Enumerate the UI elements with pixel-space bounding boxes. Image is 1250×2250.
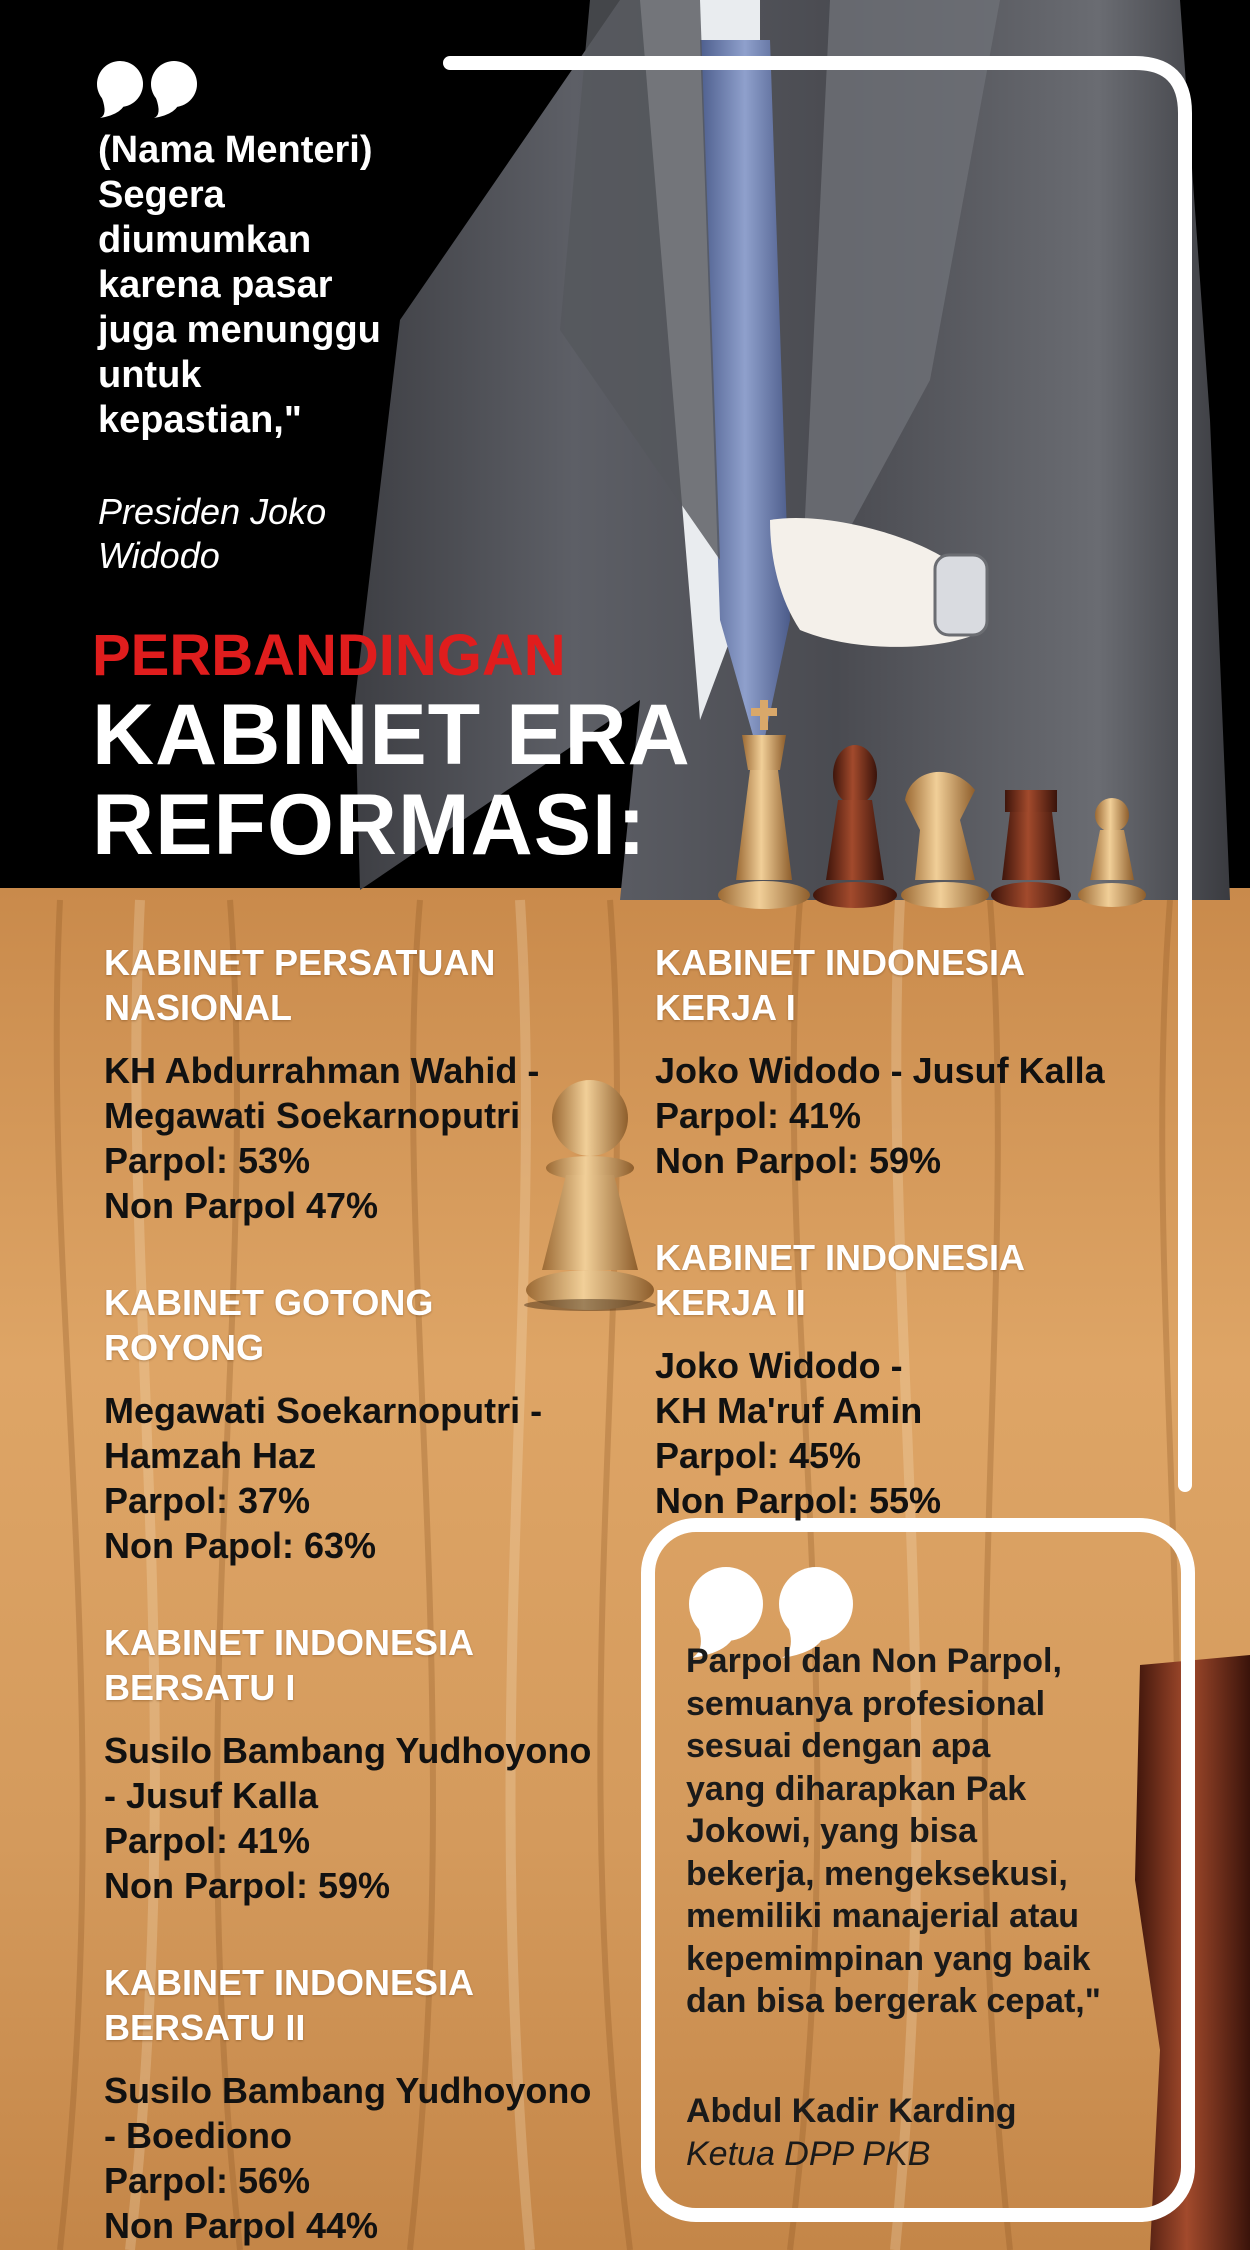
quote-line: diumumkan [98, 219, 312, 261]
quote-line: kepastian," [98, 399, 302, 441]
heading-line: KABINET ERA [92, 687, 691, 783]
quote-line: karena pasar [98, 264, 333, 306]
cabinet-item [104, 1960, 634, 2248]
bottom-quote-author: Abdul Kadir Karding [686, 2092, 1017, 2130]
cabinet-detail-line: Parpol: 41% [655, 1095, 862, 1136]
quote-line: (Nama Menteri) [98, 129, 373, 171]
quote-line: semuanya profesional [686, 1684, 1046, 1723]
top-quote-text [98, 128, 398, 443]
cabinet-name-line: KABINET PERSATUAN [104, 942, 496, 983]
cabinet-name-line: BERSATU II [104, 2007, 306, 2048]
quote-line: dan bisa bergerak cepat," [686, 1982, 1101, 2020]
cabinet-detail-line: Megawati Soekarnoputri [104, 1095, 521, 1136]
quote-line: memiliki manajerial atau [686, 1897, 1080, 1935]
quote-line: Jokowi, yang bisa [686, 1812, 977, 1850]
cabinet-list-right [655, 940, 1185, 1575]
quote-line: yang diharapkan Pak [686, 1769, 1027, 1808]
cabinet-name [104, 1960, 634, 2050]
heading-main [92, 687, 691, 873]
cabinet-details [655, 1048, 1185, 1183]
cabinet-details [104, 1728, 634, 1908]
author-line: Presiden Joko [98, 491, 327, 532]
cabinet-list-left [104, 940, 634, 2250]
cabinet-detail-line: Parpol: 45% [655, 1435, 862, 1476]
cabinet-name [104, 940, 634, 1030]
top-quote-author [98, 490, 398, 578]
cabinet-item [104, 940, 634, 1228]
cabinet-detail-line: Joko Widodo - [655, 1345, 903, 1386]
cabinet-detail-line: Susilo Bambang Yudhoyono [104, 1730, 592, 1771]
quote-line: Parpol dan Non Parpol, [686, 1642, 1062, 1680]
cabinet-details [655, 1343, 1185, 1523]
quote-line: kepemimpinan yang baik [686, 1939, 1091, 1978]
cabinet-detail-line: Non Parpol 44% [104, 2205, 379, 2246]
cabinet-item [104, 1280, 634, 1568]
cabinet-name [655, 1235, 1185, 1325]
cabinet-name-line: KABINET INDONESIA [655, 942, 1026, 983]
quote-line: bekerja, mengeksekusi, [686, 1854, 1068, 1893]
cabinet-item [104, 1620, 634, 1908]
cabinet-name [655, 940, 1185, 1030]
cabinet-detail-line: Megawati Soekarnoputri - [104, 1390, 543, 1431]
cabinet-name-line: KABINET INDONESIA [104, 1962, 475, 2003]
cabinet-name-line: ROYONG [104, 1327, 265, 1368]
cabinet-detail-line: Non Parpol: 55% [655, 1480, 942, 1521]
bottom-quote-text [686, 1640, 1146, 2023]
bottom-quote-author-role: Ketua DPP PKB [686, 2135, 931, 2173]
cabinet-detail-line: KH Abdurrahman Wahid - [104, 1050, 540, 1091]
cabinet-detail-line: Susilo Bambang Yudhoyono [104, 2070, 592, 2111]
heading-red: PERBANDINGAN [92, 623, 566, 688]
cabinet-item [655, 940, 1185, 1183]
cabinet-details [104, 1388, 634, 1568]
quote-line: sesuai dengan apa [686, 1727, 991, 1765]
cabinet-detail-line: Joko Widodo - Jusuf Kalla [655, 1050, 1105, 1091]
quote-line: untuk [98, 354, 202, 396]
cabinet-detail-line: Non Parpol: 59% [104, 1865, 391, 1906]
cabinet-detail-line: Non Papol: 63% [104, 1525, 377, 1566]
cabinet-detail-line: Parpol: 53% [104, 1140, 311, 1181]
cabinet-item [655, 1235, 1185, 1523]
cabinet-name-line: KERJA II [655, 1282, 806, 1323]
author-line: Widodo [98, 535, 220, 576]
cabinet-name-line: BERSATU I [104, 1667, 296, 1708]
cabinet-details [104, 2068, 634, 2248]
cabinet-detail-line: - Jusuf Kalla [104, 1775, 319, 1816]
cabinet-detail-line: - Boediono [104, 2115, 292, 2156]
cabinet-name-line: KERJA I [655, 987, 796, 1028]
cabinet-detail-line: Parpol: 37% [104, 1480, 311, 1521]
cabinet-details [104, 1048, 634, 1228]
quotation-marks-icon [96, 60, 200, 118]
cabinet-name-line: KABINET INDONESIA [655, 1237, 1026, 1278]
cabinet-name-line: NASIONAL [104, 987, 292, 1028]
cabinet-detail-line: Parpol: 56% [104, 2160, 311, 2201]
cabinet-name [104, 1280, 634, 1370]
cabinet-detail-line: KH Ma'ruf Amin [655, 1390, 923, 1431]
cabinet-detail-line: Non Parpol 47% [104, 1185, 379, 1226]
quote-line: Segera [98, 174, 225, 216]
cabinet-detail-line: Parpol: 41% [104, 1820, 311, 1861]
quote-line: juga menunggu [98, 309, 381, 351]
heading-line: REFORMASI: [92, 777, 647, 873]
cabinet-detail-line: Hamzah Haz [104, 1435, 317, 1476]
cabinet-detail-line: Non Parpol: 59% [655, 1140, 942, 1181]
cabinet-name-line: KABINET GOTONG [104, 1282, 434, 1323]
cabinet-name [104, 1620, 634, 1710]
cabinet-name-line: KABINET INDONESIA [104, 1622, 475, 1663]
